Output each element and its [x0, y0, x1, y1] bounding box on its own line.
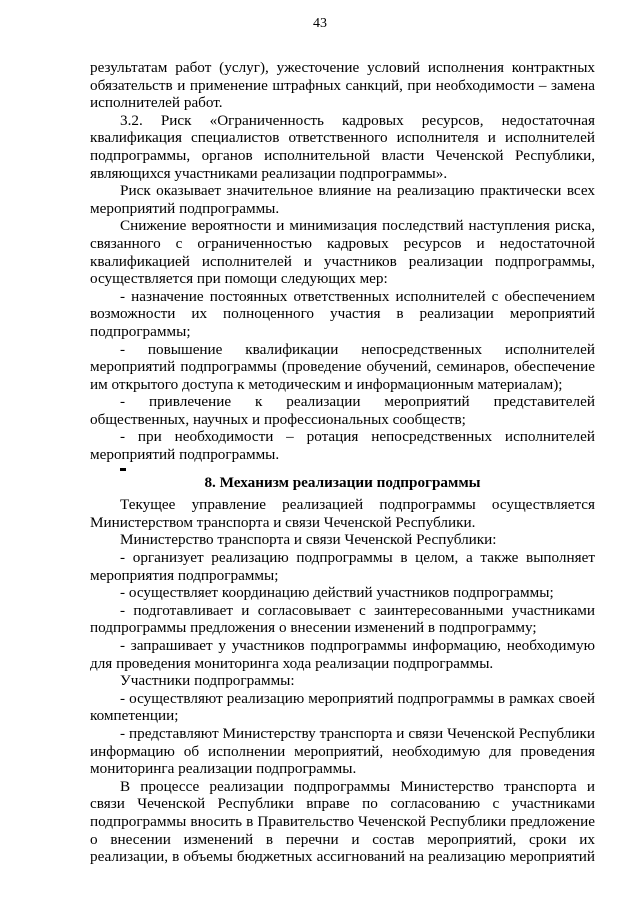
list-item: - представляют Министерству транспорта и связи Чеченской Республики информацию об исполнении мероприятий, необходимую для проведения мониторинга реализации подпрограммы. [90, 724, 595, 778]
paragraph: В процессе реализации подпрограммы Министерство транспорта и связи Чеченской Республики вправе по согласованию с участниками подпрограммы вносить в Правительство Чеченской Республики предложение о внесении изменений в перечни и состав мероприятий, сроки их реализации, в объемы бюджетных ассигнований на реализацию мероприятий [90, 777, 595, 866]
paragraph: результатам работ (услуг), ужесточение условий исполнения контрактных обязательств и применение штрафных санкций, при необходимости – замена исполнителей работ. [90, 59, 595, 112]
paragraph: Снижение вероятности и минимизация последствий наступления риска, связанного с ограниченностью кадровых ресурсов и недостаточной квалификацией исполнителей и участников реализации подпрограммы, осуществляется при помощи следующих мер: [90, 217, 595, 288]
list-item: - организует реализацию подпрограммы в целом, а также выполняет мероприятия подпрограммы; [90, 549, 595, 584]
list-item: - привлечение к реализации мероприятий представителей общественных, научных и профессиональных сообществ; [90, 393, 595, 428]
list-item: - при необходимости – ротация непосредственных исполнителей мероприятий подпрограммы. [90, 428, 595, 464]
section-heading: 8. Механизм реализации подпрограммы [204, 473, 481, 491]
paragraph: Риск оказывает значительное влияние на реализацию практически всех мероприятий подпрограммы. [90, 182, 595, 217]
document-body [90, 59, 595, 866]
list-item: - назначение постоянных ответственных исполнителей с обеспечением возможности их полноценного участия в реализации мероприятий подпрограммы; [90, 287, 595, 340]
paragraph: Участники подпрограммы: [120, 672, 295, 690]
paragraph: 3.2. Риск «Ограниченность кадровых ресурсов, недостаточная квалификация специалистов ответственного исполнителя и исполнителей подпрограммы, органов исполнительной власти Чеченской Республики, являющихся участниками реализации подпрограммы». [90, 111, 595, 182]
page-number: 43 [313, 16, 327, 31]
list-item: - подготавливает и согласовывает с заинтересованными участниками подпрограммы предложения о внесении изменений в подпрограмму; [90, 601, 595, 637]
list-item: - повышение квалификации непосредственных исполнителей мероприятий подпрограммы (проведение обучений, семинаров, обеспечение им открытого доступа к методическим и информационным материалам); [90, 340, 595, 393]
list-item: - осуществляет координацию действий участников подпрограммы; [120, 584, 554, 602]
paragraph: Министерство транспорта и связи Чеченской Республики: [120, 531, 497, 549]
list-item: - осуществляют реализацию мероприятий подпрограммы в рамках своей компетенции; [90, 689, 595, 725]
stray-dash-mark [90, 464, 595, 474]
paragraph: Текущее управление реализацией подпрограммы осуществляется Министерством транспорта и связи Чеченской Республики. [90, 496, 595, 531]
list-item: - запрашивает у участников подпрограммы информацию, необходимую для проведения мониторинга хода реализации подпрограммы. [90, 637, 595, 672]
